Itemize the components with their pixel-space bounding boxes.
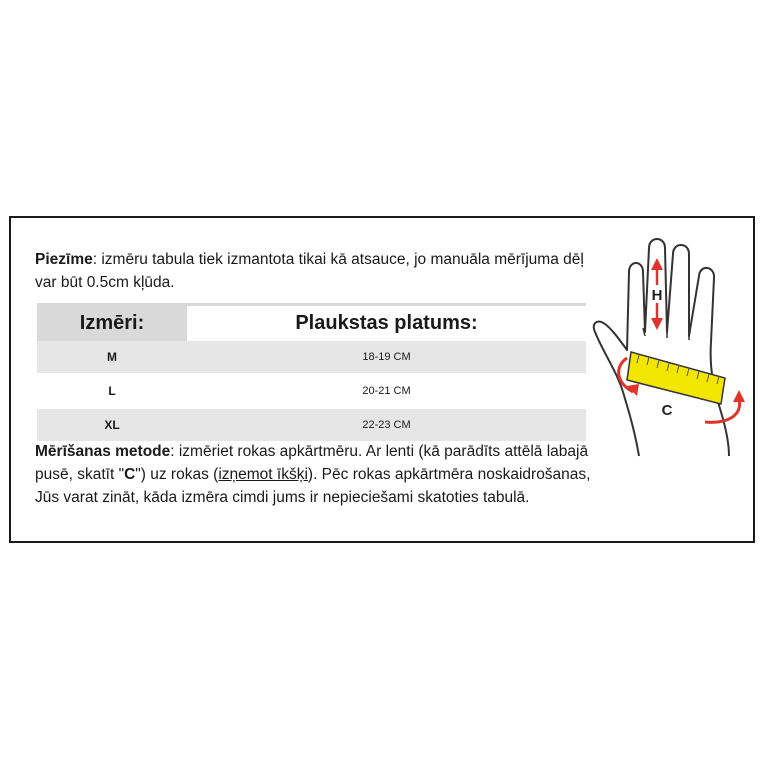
note-label: Piezīme bbox=[35, 251, 93, 268]
method-paragraph bbox=[35, 440, 595, 509]
width-cell: 22-23 CM bbox=[187, 409, 586, 441]
note-text: : izmēru tabula tiek izmantota tikai kā atsauce, jo manuāla mērījuma dēļ var būt 0.5cm kļūda. bbox=[35, 251, 584, 291]
c-label: C bbox=[661, 402, 673, 419]
method-underlined-text: izņemot īkšķi bbox=[218, 466, 308, 483]
width-cell: 18-19 CM bbox=[187, 341, 586, 373]
table-row bbox=[37, 341, 586, 373]
table-row bbox=[37, 375, 586, 407]
method-text: : izmēriet rokas apkārtmēru. Ar lenti (kā parādīts attēlā labajā pusē, skatīt " bbox=[35, 443, 589, 483]
h-label: H bbox=[651, 287, 663, 304]
method-label: Mērīšanas metode bbox=[35, 443, 171, 460]
size-guide-frame bbox=[9, 216, 755, 543]
method-text: ). Pēc rokas apkārtmēra noskaidrošanas, Jūs varat zināt, kāda izmēra cimdi jums ir nepieciešami skatoties tabulā. bbox=[35, 466, 591, 506]
note-paragraph bbox=[35, 248, 595, 294]
method-c-label: C bbox=[124, 466, 136, 483]
method-text: ") uz rokas ( bbox=[135, 466, 219, 483]
table-row bbox=[37, 409, 586, 441]
table-header-row bbox=[37, 305, 586, 342]
size-cell: L bbox=[37, 375, 187, 407]
width-cell: 20-21 CM bbox=[187, 375, 586, 407]
hand-measure-illustration bbox=[587, 232, 757, 458]
size-cell: M bbox=[37, 341, 187, 373]
header-size: Izmēri: bbox=[37, 305, 187, 342]
header-width: Plaukstas platums: bbox=[187, 305, 586, 342]
size-table bbox=[37, 303, 586, 441]
size-cell: XL bbox=[37, 409, 187, 441]
